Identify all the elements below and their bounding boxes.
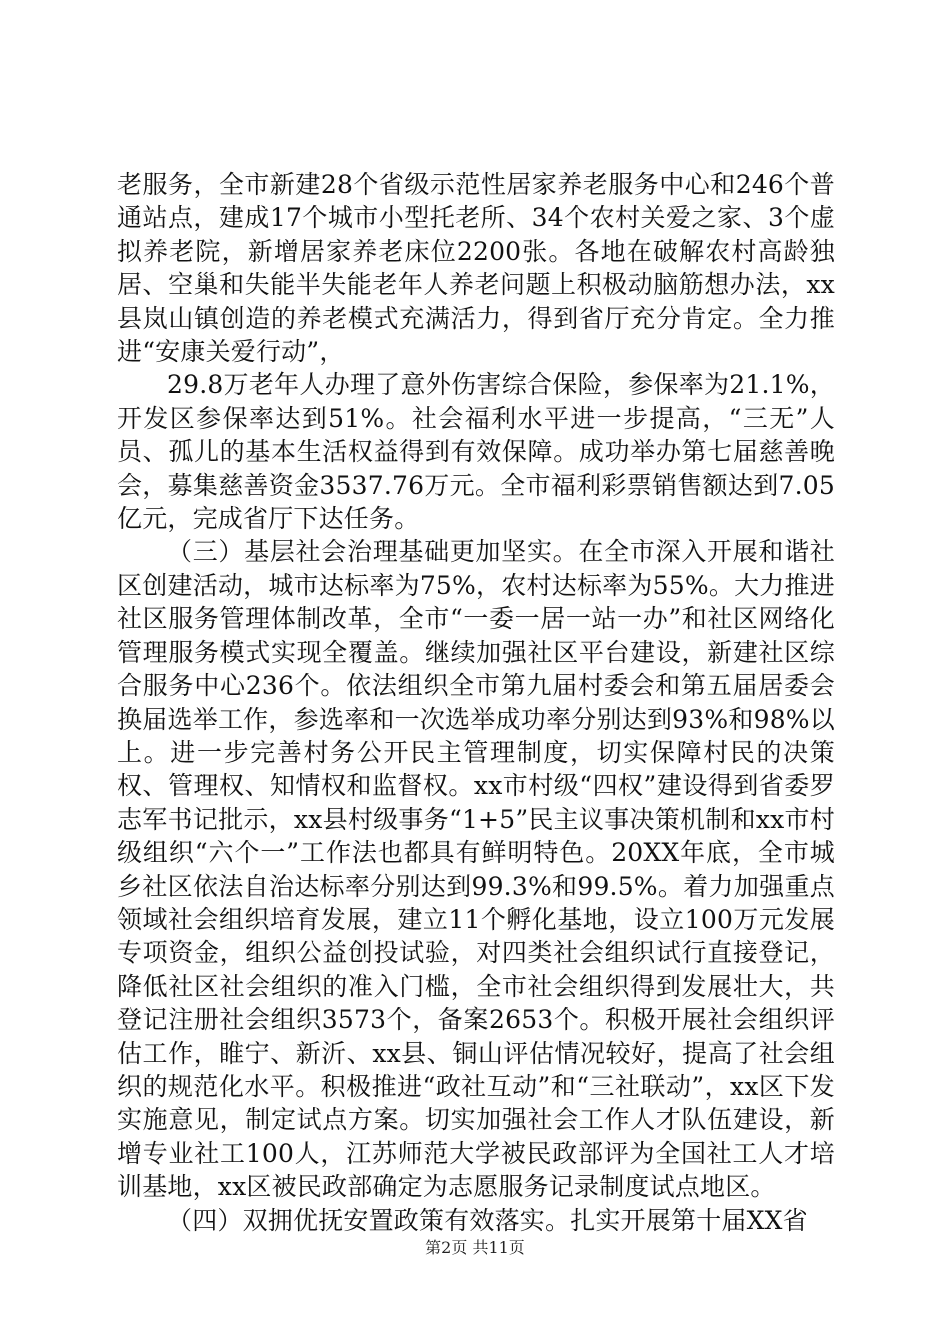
paragraph-support-placement: （四）双拥优抚安置政策有效落实。扎实开展第十届XX省 xyxy=(167,1205,808,1235)
page-number-footer: 第2页 共11页 xyxy=(425,1238,525,1257)
paragraph-elderly-services: 老服务，全市新建28个省级示范性居家养老服务中心和246个普通站点，建成17个城市小型托老所、34个农村关爱之家、3个虚拟养老院，新增居家养老床位2200张。各地在破解农村高龄独居、空巢和失能半失能老年人养老问题上积极动脑筋想办法，xx县岚山镇创造的养老模式充满活力，得到省厅充分肯定。全力推进“安康关爱行动”， xyxy=(117,170,835,367)
document-body xyxy=(117,168,835,1237)
paragraph-insurance-welfare: 29.8万老年人办理了意外伤害综合保险，参保率为21.1%，开发区参保率达到51%。社会福利水平进一步提高，“三无”人员、孤儿的基本生活权益得到有效保障。成功举办第七届慈善晚会，募集慈善资金3537.76万元。全市福利彩票销售额达到7.05亿元，完成省厅下达任务。 xyxy=(117,370,835,534)
paragraph-grassroots-governance: （三）基层社会治理基础更加坚实。在全市深入开展和谐社区创建活动，城市达标率为75%，农村达标率为55%。大力推进社区服务管理体制改革，全市“一委一居一站一办”和社区网络化管理服务模式实现全覆盖。继续加强社区平台建设，新建社区综合服务中心236个。依法组织全市第九届村委会和第五届居委会换届选举工作，参选率和一次选举成功率分别达到93%和98%以上。进一步完善村务公开民主管理制度，切实保障村民的决策权、管理权、知情权和监督权。xx市村级“四权”建设得到省委罗志军书记批示，xx县村级事务“1+5”民主议事决策机制和xx市村级组织“六个一”工作法也都具有鲜明特色。20XX年底，全市城乡社区依法自治达标率分别达到99.3%和99.5%。着力加强重点领域社会组织培育发展，建立11个孵化基地，设立100万元发展专项资金，组织公益创投试验，对四类社会组织试行直接登记，降低社区社会组织的准入门槛，全市社会组织得到发展壮大，共登记注册社会组织3573个，备案2653个。积极开展社会组织评估工作，睢宁、新沂、xx县、铜山评估情况较好，提高了社会组织的规范化水平。积极推进“政社互动”和“三社联动”，xx区下发实施意见，制定试点方案。切实加强社会工作人才队伍建设，新增专业社工100人，江苏师范大学被民政部评为全国社工人才培训基地，xx区被民政部确定为志愿服务记录制度试点地区。 xyxy=(117,537,835,1202)
